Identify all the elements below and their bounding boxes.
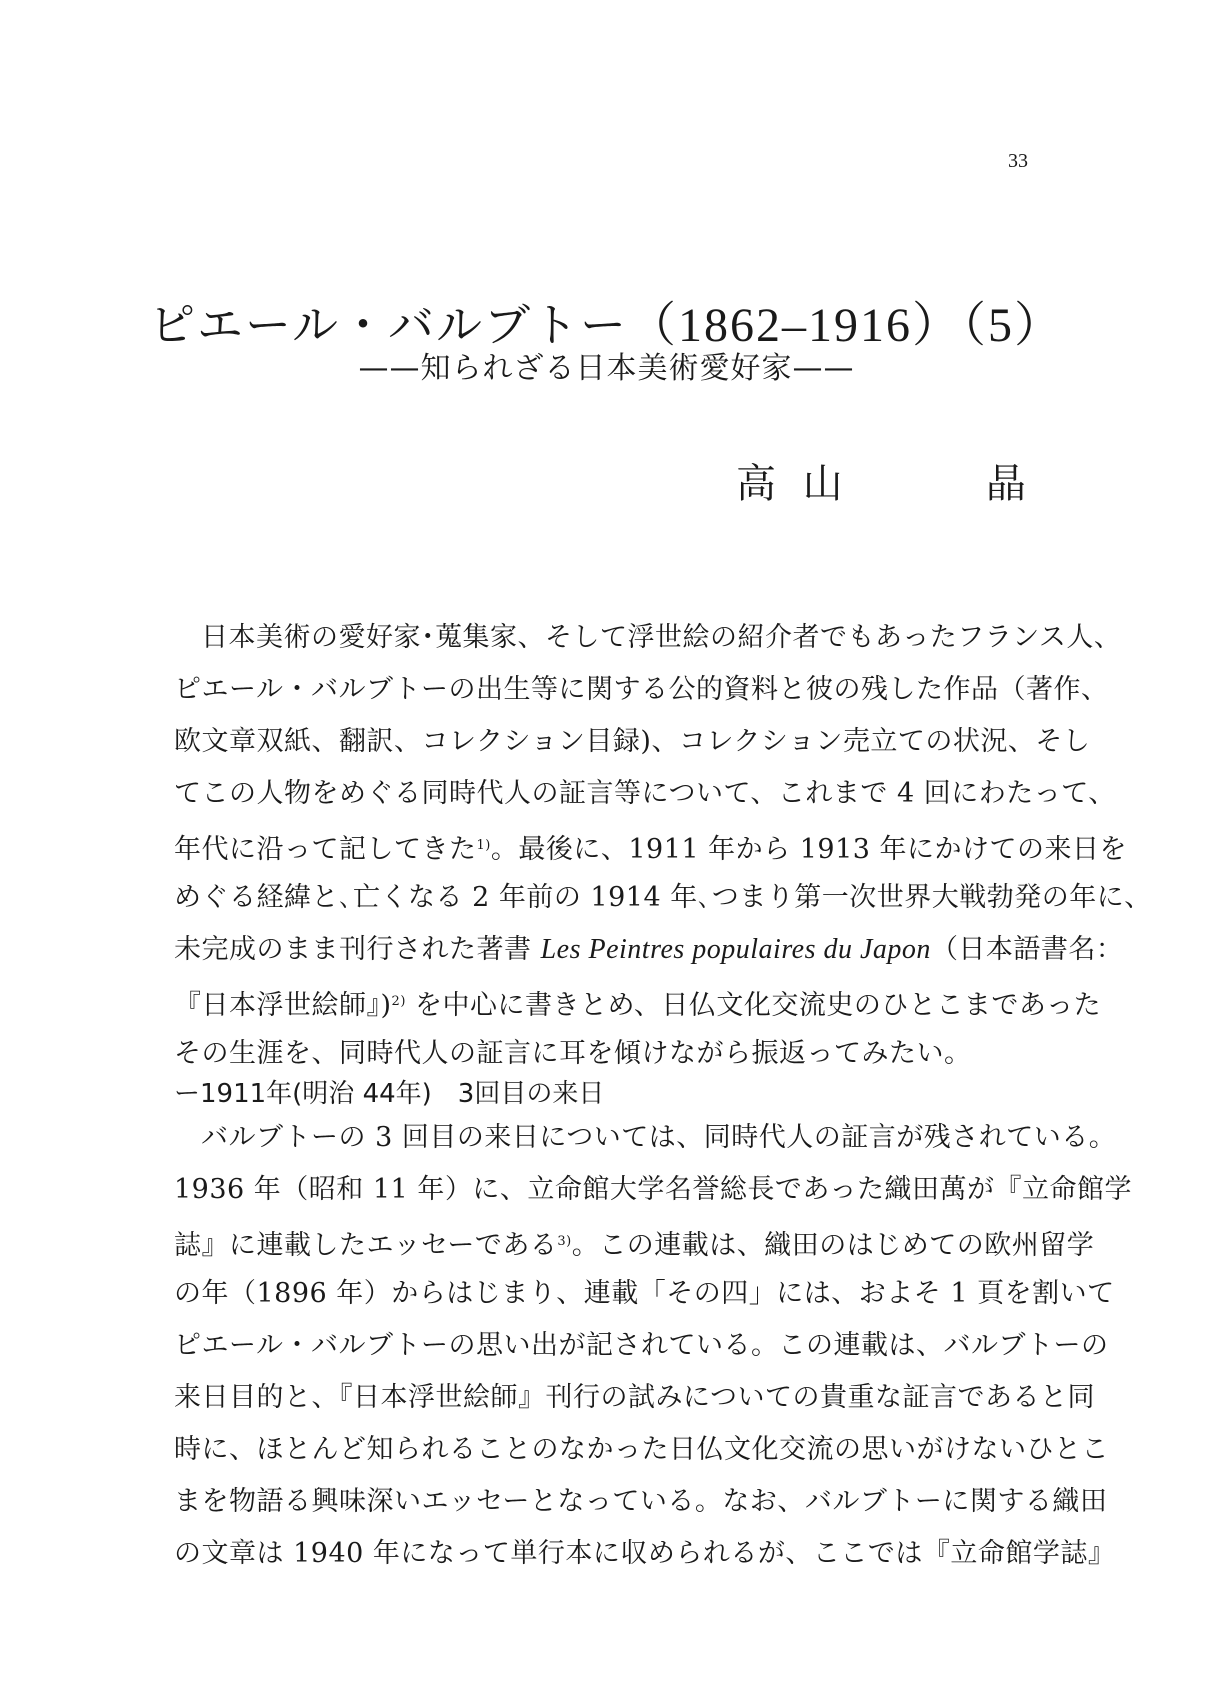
- article-subtitle: ——知られざる日本美術愛好家——: [358, 351, 855, 386]
- section-text: 。この連載は、織田のはじめての欧州留学: [571, 1230, 1095, 1261]
- author-given-name: 晶: [985, 461, 1026, 507]
- abstract-line: めぐる経緯と､亡くなる 2 年前の 1914 年､つまり第一次世界大戦勃発の年に、: [174, 882, 1152, 913]
- section-text: 誌』に連載したエッセーである: [174, 1230, 558, 1261]
- section-paragraph: [174, 1112, 1133, 1580]
- abstract-line: [174, 820, 1128, 872]
- footnote-ref-2: 2): [391, 994, 406, 1009]
- abstract-text: （日本語書名：: [930, 934, 1124, 965]
- abstract-line: てこの人物をめぐる同時代人の証言等について、これまで 4 回にわたって、: [174, 778, 1116, 809]
- abstract-text: 『日本浮世絵師』): [174, 990, 392, 1021]
- abstract-text: 年代に沿って記してきた: [174, 834, 477, 865]
- footnote-ref-3: 3): [557, 1234, 572, 1249]
- title-years: （1862–1916）（5）: [628, 298, 1065, 352]
- section-line: まを物語る興味深いエッセーとなっている。なお、バルブトーに関する織田: [174, 1486, 1108, 1517]
- section-line: 1936 年（昭和 11 年）に、立命館大学名誉総長であった織田萬が『立命館学: [174, 1174, 1133, 1205]
- abstract-paragraph: [174, 612, 1152, 1080]
- abstract-text: を中心に書きとめ、日仏文化交流史のひとこまであった: [405, 990, 1102, 1021]
- section-line: の年（1896 年）からはじまり、連載「その四」には、およそ 1 頁を割いて: [174, 1278, 1115, 1309]
- abstract-line: 欧文章双紙、翻訳、コレクション目録)、コレクション売立ての状況、そし: [174, 726, 1091, 757]
- abstract-text: 未完成のまま刊行された著書: [174, 934, 541, 965]
- section-line: 時に、ほとんど知られることのなかった日仏文化交流の思いがけないひとこ: [174, 1434, 1109, 1465]
- section-line: [174, 1216, 1095, 1268]
- page-number: 33: [1008, 150, 1028, 172]
- abstract-line: [174, 976, 1102, 1028]
- author-surname-1: 高: [736, 461, 776, 507]
- footnote-ref-1: 1): [476, 838, 491, 853]
- author-name: [736, 452, 1026, 509]
- section-line: ピエール・バルブトーの思い出が記されている。この連載は、バルブトーの: [174, 1330, 1109, 1361]
- section-heading: ー1911年(明治 44年) 3回目の来日: [174, 1079, 605, 1109]
- title-main: ピエール・バルブトー: [148, 297, 629, 352]
- author-surname-2: 山: [802, 461, 843, 507]
- section-line: バルブトーの 3 回目の来日については、同時代人の証言が残されている。: [201, 1122, 1117, 1153]
- section-line: 来日目的と、『日本浮世絵師』刊行の試みについての貴重な証言であると同: [174, 1382, 1095, 1413]
- abstract-line: ピエール・バルブトーの出生等に関する公的資料と彼の残した作品（著作、: [174, 674, 1109, 705]
- book-title-french: Les Peintres populaires du Japon: [540, 934, 931, 965]
- abstract-line: 日本美術の愛好家･蒐集家、そして浮世絵の紹介者でもあったフランス人、: [201, 622, 1122, 653]
- abstract-line: [174, 924, 1124, 976]
- abstract-text: 。最後に、1911 年から 1913 年にかけての来日を: [490, 834, 1128, 865]
- abstract-line: その生涯を、同時代人の証言に耳を傾けながら振返ってみたい。: [174, 1038, 972, 1069]
- section-line: の文章は 1940 年になって単行本に収められるが、ここでは『立命館学誌』: [174, 1538, 1116, 1569]
